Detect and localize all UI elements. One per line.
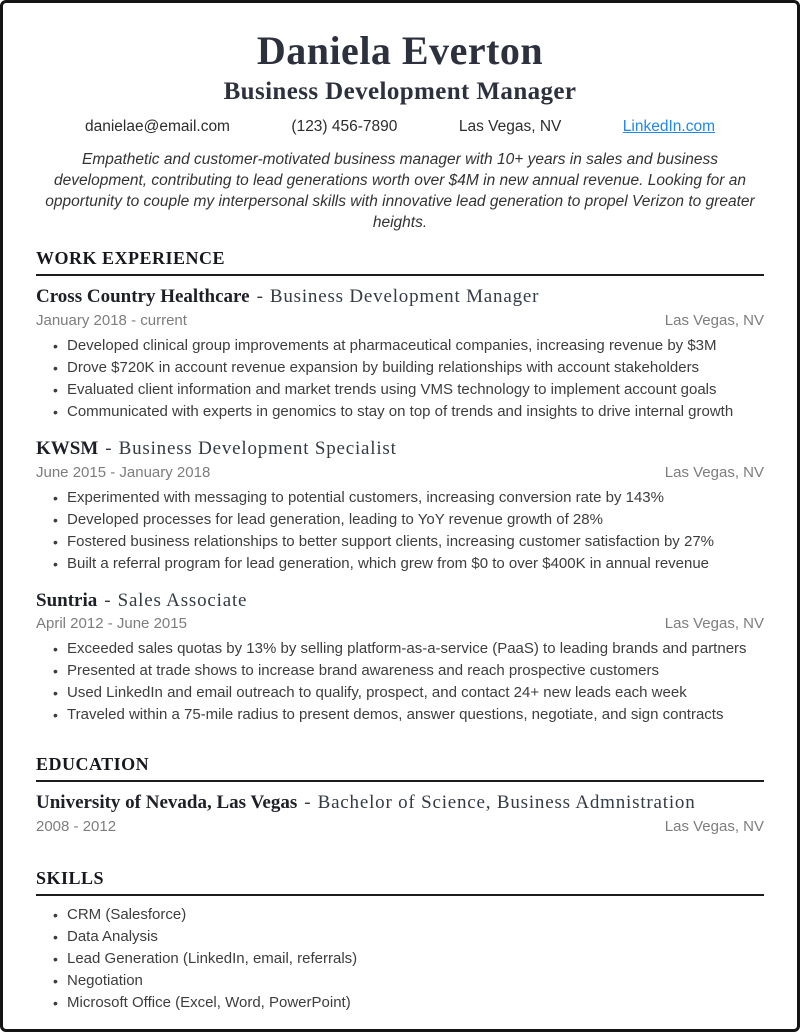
degree-name: Bachelor of Science, Business Admnistration [317,792,696,814]
contact-location: Las Vegas, NV [458,118,562,135]
resume-header [36,27,764,233]
title-separator: - [104,589,111,611]
job-dates: April 2012 - June 2015 [36,615,187,633]
job-meta-row [36,464,764,481]
bullet-item: • Fostered business relationships to better support clients, increasing customer satisfaction by 27% [53,531,764,553]
job-meta-row [36,312,764,329]
education-meta-row [36,818,764,835]
job-title-line [36,437,764,461]
job-bullet-list [36,335,764,423]
title-separator: - [105,437,112,459]
education-title-line [36,791,764,815]
person-job-title: Business Development Manager [223,78,577,105]
job-role: Sales Associate [117,589,248,611]
section-heading-skills: SKILLS [36,868,764,896]
job-entry [36,589,764,727]
job-bullet-list [36,638,764,726]
job-title-line [36,285,764,309]
bullet-item: • Experimented with messaging to potential customers, increasing conversion rate by 143% [53,487,764,509]
school-name: University of Nevada, Las Vegas [36,792,298,814]
contact-phone: (123) 456-7890 [291,118,398,135]
linkedin-link[interactable]: LinkedIn.com [622,118,715,135]
bullet-item: • Traveled within a 75-mile radius to present demos, answer questions, negotiate, and sign contracts [53,704,764,726]
education-location: Las Vegas, NV [664,818,764,835]
skill-item: • Lead Generation (LinkedIn, email, referrals) [53,948,764,970]
education-entry [36,791,764,835]
company-name: Suntria [36,589,98,611]
skill-item: • Data Analysis [53,926,764,948]
bullet-item: • Evaluated client information and market trends using VMS technology to implement account goals [53,379,764,401]
job-dates: June 2015 - January 2018 [36,463,211,481]
bullet-item: • Used LinkedIn and email outreach to qualify, prospect, and contact 24+ new leads each week [53,682,764,704]
contact-row [85,118,715,136]
title-separator: - [304,792,311,814]
skill-item: • Negotiation [53,970,764,992]
job-dates: January 2018 - current [36,311,187,329]
section-work-experience [36,248,764,726]
job-title-line [36,589,764,613]
skills-list [36,904,764,1014]
title-separator: - [256,286,263,307]
bullet-item: • Exceeded sales quotas by 13% by selling platform-as-a-service (PaaS) to leading brands and partners [53,638,764,660]
section-education [36,754,764,835]
section-heading-work: WORK EXPERIENCE [36,248,764,276]
job-bullet-list [36,487,764,575]
contact-email: danielae@email.com [85,118,230,135]
bullet-item: • Built a referral program for lead generation, which grew from $0 to over $400K in annual revenue [53,553,764,575]
job-location: Las Vegas, NV [664,615,764,633]
job-meta-row [36,615,764,632]
education-dates: 2008 - 2012 [36,818,117,835]
bullet-item: • Communicated with experts in genomics to stay on top of trends and insights to drive internal growth [53,401,764,423]
job-location: Las Vegas, NV [664,463,764,481]
skill-item: • Microsoft Office (Excel, Word, PowerPoint) [53,992,764,1014]
bullet-item: • Developed clinical group improvements at pharmaceutical companies, increasing revenue by $3M [53,335,764,357]
company-name: KWSM [36,437,99,459]
company-name: Cross Country Healthcare [36,286,250,307]
job-role: Business Development Manager [269,286,540,307]
job-location: Las Vegas, NV [664,311,764,329]
summary-text: Empathetic and customer-motivated business manager with 10+ years in sales and business development, contributing to lead generations worth over $4M in new annual revenue. Looking for an opportunity to couple my interpersonal skills with innovative lead generation to propel Verizon to greater heights. [45,151,755,231]
job-entry [36,437,764,575]
person-name: Daniela Everton [256,28,544,73]
bullet-item: • Presented at trade shows to increase brand awareness and reach prospective customers [53,660,764,682]
section-skills [36,868,764,1014]
bullet-item: • Developed processes for lead generation, leading to YoY revenue growth of 28% [53,509,764,531]
section-heading-education: EDUCATION [36,754,764,782]
job-role: Business Development Specialist [118,437,397,459]
bullet-item: • Drove $720K in account revenue expansion by building relationships with account stakeholders [53,357,764,379]
job-entry [36,285,764,423]
skill-item: • CRM (Salesforce) [53,904,764,926]
